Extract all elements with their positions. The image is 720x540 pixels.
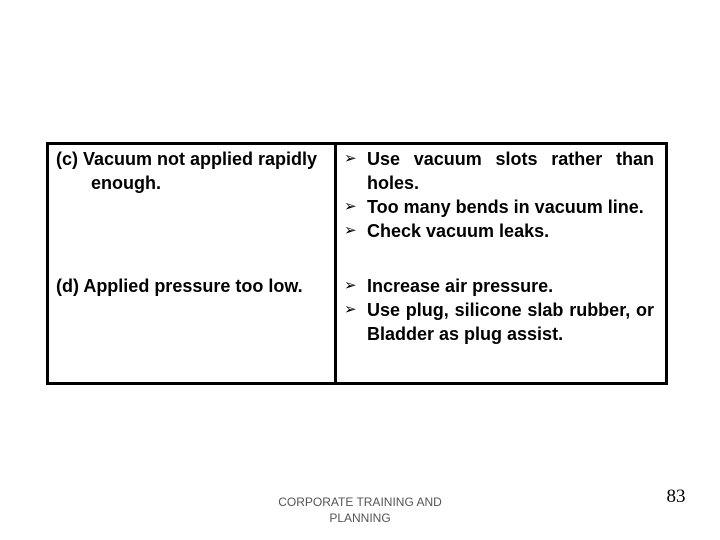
- arrowhead-bullet-icon: ➢: [344, 301, 357, 318]
- remedy-text: Increase air pressure.: [367, 276, 554, 296]
- remedy-list: [344, 274, 654, 346]
- arrowhead-bullet-icon: ➢: [344, 198, 357, 215]
- remedy-list: [344, 147, 654, 243]
- arrowhead-bullet-icon: ➢: [344, 277, 357, 294]
- remedy-item: [344, 219, 654, 243]
- remedy-item: [344, 147, 654, 195]
- footer-text: CORPORATE TRAINING AND PLANNING: [278, 495, 442, 525]
- remedy-item: [344, 274, 654, 298]
- arrowhead-bullet-icon: ➢: [344, 150, 357, 167]
- remedy-text: Check vacuum leaks.: [367, 221, 550, 241]
- page-number: 83: [666, 486, 686, 507]
- arrowhead-bullet-icon: ➢: [344, 222, 357, 239]
- remedy-item: [344, 195, 654, 219]
- remedy-text: Too many bends in vacuum line.: [367, 197, 644, 217]
- remedy-text: Use plug, silicone slab rubber, or Bladder as plug assist.: [367, 300, 654, 344]
- column-divider: [334, 142, 337, 385]
- problem-cell: (d) Applied pressure too low.: [56, 276, 303, 296]
- problem-cell: (c) Vacuum not applied rapidly enough.: [56, 149, 318, 193]
- remedy-item: [344, 298, 654, 346]
- remedy-text: Use vacuum slots rather than holes.: [367, 149, 654, 193]
